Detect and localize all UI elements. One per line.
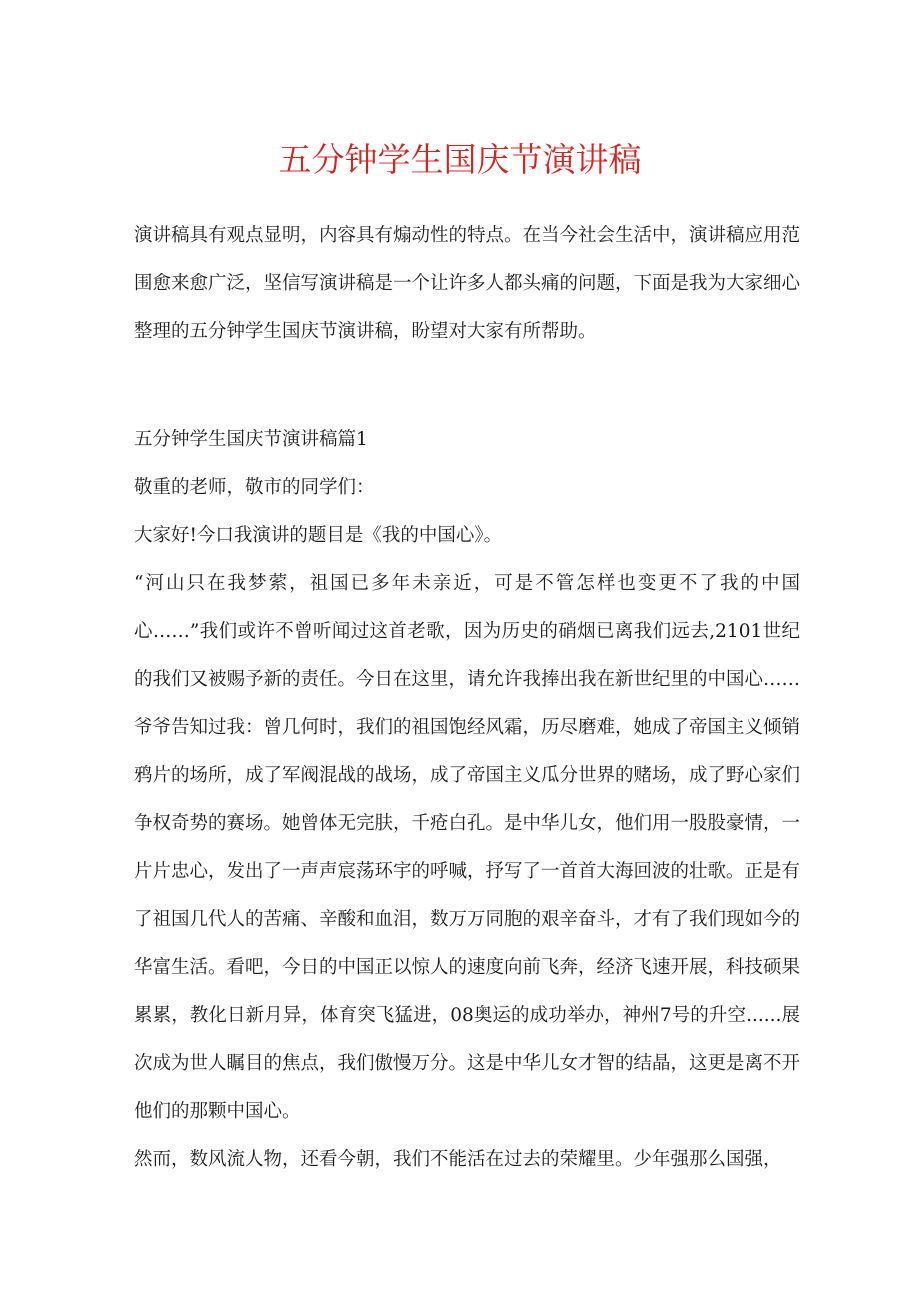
body-paragraph: 然而，数风流人物，还看今朝，我们不能活在过去的荣耀里。少年强那么国强， [134, 1149, 782, 1170]
document-title: 五分钟学生国庆节演讲稿 [278, 140, 642, 179]
section-heading: 五分钟学生国庆节演讲稿篇1 [134, 429, 368, 450]
body-paragraph: “河山只在我梦萦，祖国已多年未亲近，可是不管怎样也变更不了我的中国心……”我们或许不曾听闻过这首老歌，因为历史的硝烟已离我们远去,2101世纪的我们又被赐予新的责任。今日在这里，请允许我捧出我在新世纪里的中国心…… [134, 573, 801, 690]
section-gap [134, 356, 800, 416]
body-paragraph: 爷爷告知过我：曾几何时，我们的祖国饱经风霜，历尽磨难，她成了帝国主义倾销鸦片的场所，成了军阀混战的战场，成了帝国主义瓜分世界的赌场，成了野心家们争权奇势的赛场。她曾体无完肤，千疮白孔。是中华儿女，他们用一股股豪情，一片片忠心，发出了一声声宸荡环宇的呼喊，抒写了一首首大海回波的壮歌。正是有了祖国几代人的苦痛、辛酸和血泪，数万万同胞的艰辛奋斗，才有了我们现如今的华富生活。看吧，今日的中国正以惊人的速度向前飞奔，经济飞速开展，科技硕果累累，教化日新月异，体育突飞猛进，08奥运的成功举办，神州7号的升空......展次成为世人瞩目的焦点，我们傲慢万分。这是中华儿女才智的结晶，这更是离不开他们的那颗中国心。 [134, 717, 801, 1122]
greeting: 大家好!今口我演讲的题目是《我的中国心》。 [134, 525, 503, 546]
salutation: 敬重的老师，敬市的同学们： [134, 477, 375, 498]
document-body [134, 212, 800, 1184]
intro-paragraph: 演讲稿具有观点显明，内容具有煽动性的特点。在当今社会生活中，演讲稿应用范围愈来愈广泛，坚信写演讲稿是一个让许多人都头痛的问题，下面是我为大家细心整理的五分钟学生国庆节演讲稿，盼望对大家有所帮助。 [134, 225, 801, 342]
